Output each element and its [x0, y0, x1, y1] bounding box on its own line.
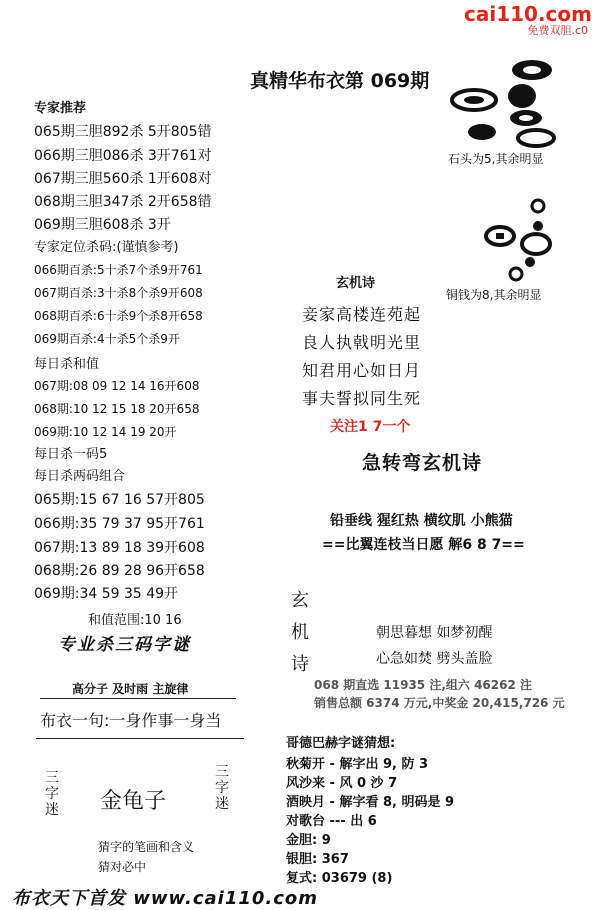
- goethe-line: 秋菊开 - 解字出 9, 防 3: [286, 757, 429, 772]
- brand-logo-text: cai110.com: [464, 2, 592, 26]
- poem-line: 知君用心如日月: [302, 361, 422, 380]
- position-line: 068期百杀:6十杀9个杀8开658: [34, 309, 203, 323]
- goethe-line: 复式: 03679 (8): [286, 871, 393, 886]
- position-section-title: 专家定位杀码:(谨慎参考): [34, 240, 179, 255]
- expert-line: 066期三胆086杀 3开761对: [34, 148, 212, 164]
- poem-title: 玄机诗: [336, 276, 376, 291]
- turn-poem-heading: 急转弯玄机诗: [362, 452, 483, 474]
- sales-line: 068 期直选 11935 注,组六 46262 注: [314, 678, 532, 692]
- coin-caption: 铜钱为8,其余明显: [446, 288, 542, 302]
- two-code-line: 065期:15 67 16 57开805: [34, 492, 205, 508]
- goethe-line: 酒映月 - 解字看 8, 明码是 9: [286, 795, 455, 810]
- expert-line: 069期三胆608杀 3开: [34, 217, 171, 233]
- one-phrase-line: 布衣一句:一身作事一身当: [40, 711, 222, 730]
- position-line: 066期百杀:5十杀7个杀9开761: [34, 263, 203, 277]
- coin-pictogram-icon: [476, 194, 560, 284]
- xuanji-vertical-title: 玄机诗: [291, 590, 309, 675]
- expert-section-title: 专家推荐: [34, 101, 87, 116]
- keywords-line: 铅垂线 猩红热 横纹肌 小熊猫: [330, 513, 513, 529]
- divider: [40, 698, 236, 699]
- sales-line: 销售总额 6374 万元,中奖金 20,415,726 元: [314, 696, 565, 710]
- two-code-line: 068期:26 89 28 96开658: [34, 563, 205, 579]
- hint-line: 猜字的笔画和含义: [98, 840, 195, 854]
- xuanji-line: 朝思暮想 如梦初醒: [376, 625, 493, 641]
- sum-line: 067期:08 09 12 14 16开608: [34, 379, 200, 393]
- two-code-section-title: 每日杀两码组合: [34, 469, 126, 484]
- tagline: 高分子 及时雨 主旋律: [72, 682, 189, 696]
- two-code-line: 066期:35 79 37 95开761: [34, 516, 205, 532]
- focus-note: 关注1 7一个: [330, 419, 411, 435]
- goethe-line: 对歌台 --- 出 6: [286, 814, 377, 829]
- golden-turtle-riddle: 金龟子: [100, 789, 167, 814]
- sum-section-title: 每日杀和值: [34, 357, 100, 372]
- goethe-line: 金胆: 9: [286, 833, 331, 848]
- goethe-line: 银胆: 367: [286, 852, 349, 867]
- one-code-line: 每日杀一码5: [34, 447, 108, 462]
- divider: [36, 738, 244, 739]
- expert-line: 067期三胆560杀 1开608对: [34, 171, 212, 187]
- expert-line: 065期三胆892杀 5开805错: [34, 124, 212, 140]
- sum-range: 和值范围:10 16: [88, 613, 182, 628]
- brand-subtitle: 免费双胆.c0: [527, 24, 588, 37]
- position-line: 067期百杀:3十杀8个杀9开608: [34, 286, 203, 300]
- expert-line: 068期三胆347杀 2开658错: [34, 194, 212, 210]
- sum-line: 069期:10 12 14 19 20开: [34, 425, 177, 439]
- page-title: 真精华布衣第 069期: [250, 70, 430, 92]
- sum-line: 068期:10 12 15 18 20开658: [34, 402, 200, 416]
- bianyi-line: ==比翼连枝当日愿 解6 8 7==: [322, 537, 525, 553]
- riddle-title: 专业杀三码字谜: [58, 635, 191, 655]
- position-line: 069期百杀:4十杀5个杀9开: [34, 332, 180, 346]
- goethe-title: 哥德巴赫字谜猜想:: [286, 736, 396, 751]
- poem-line: 妾家高楼连苑起: [302, 305, 422, 324]
- footer-publisher: 布衣天下首发 www.cai110.com: [12, 888, 319, 909]
- poem-line: 事夫誓拟同生死: [302, 389, 422, 408]
- xuanji-line: 心急如焚 劈头盖脸: [376, 651, 493, 667]
- three-word-riddle-right: 三字迷: [215, 764, 229, 812]
- three-word-riddle-left: 三字迷: [45, 770, 59, 818]
- poem-line: 良人执戟明光里: [302, 333, 422, 352]
- stone-caption: 石头为5,其余明显: [448, 152, 544, 166]
- two-code-line: 067期:13 89 18 39开608: [34, 540, 205, 556]
- stone-pictogram-icon: [446, 56, 558, 148]
- two-code-line: 069期:34 59 35 49开: [34, 586, 179, 602]
- hint-line: 猜对必中: [98, 860, 147, 874]
- goethe-line: 风沙来 - 风 0 沙 7: [286, 776, 398, 791]
